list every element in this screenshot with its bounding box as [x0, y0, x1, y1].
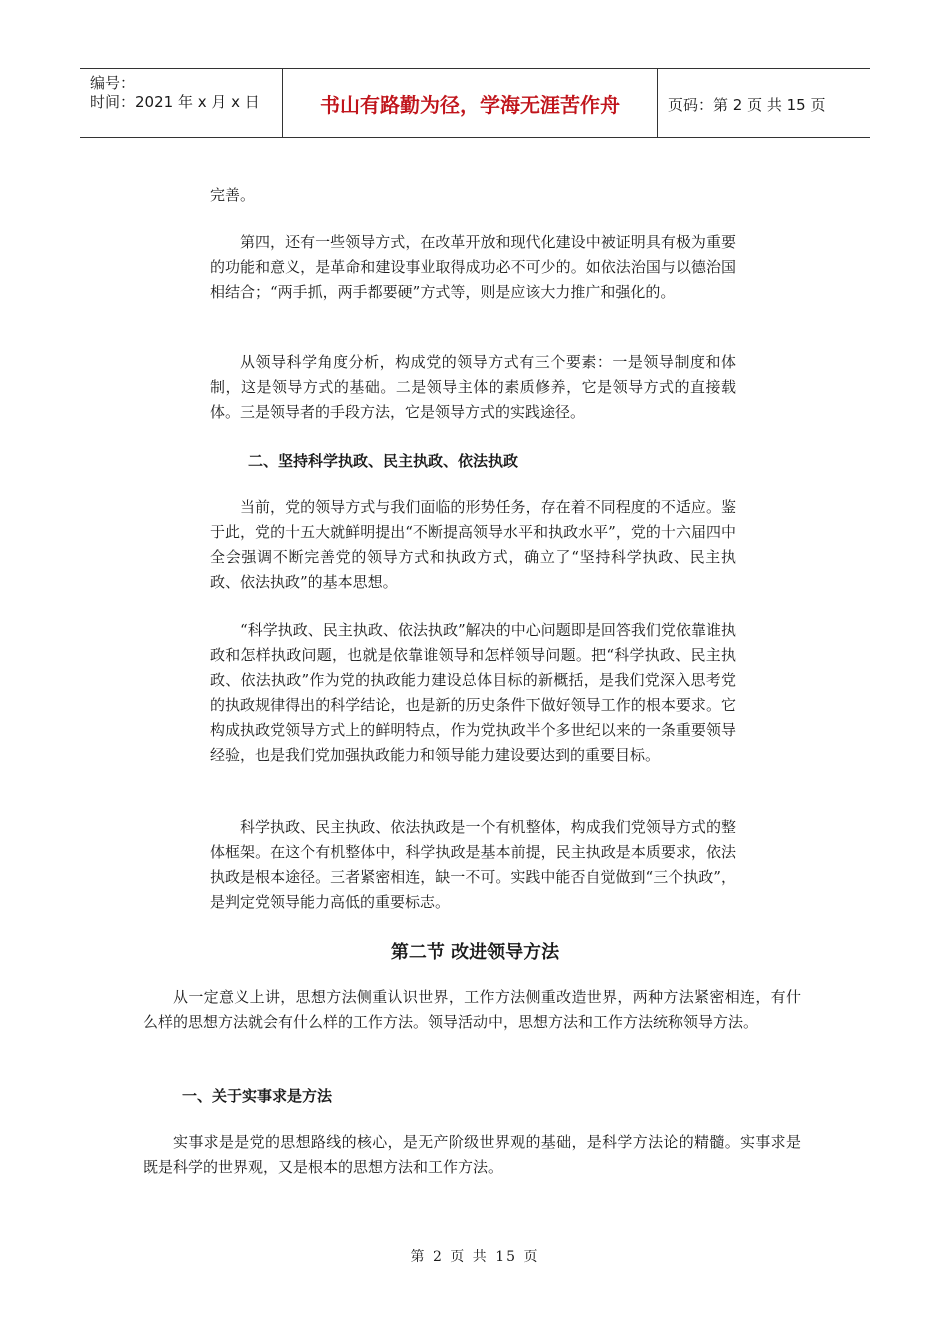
- document-number: 编号：: [90, 74, 136, 92]
- paragraph-central-question: “科学执政、民主执政、依法执政”解决的中心问题即是回答我们党依靠谁执政和怎样执政问题，也就是依靠谁领导和怎样领导问题。把“科学执政、民主执政、依法执政”作为党的执政能力建设总体目标的新概括，是我们党深入思考党的执政规律得出的科学结论，也是新的历史条件下做好领导工作的根本要求。它构成执政党领导方式上的鲜明特点，作为党执政半个多世纪以来的一条重要领导经验，也是我们党加强执政能力和领导能力建设要达到的重要目标。: [210, 621, 736, 764]
- header-motto: 书山有路勤为径，学海无涯苦作舟: [283, 69, 658, 137]
- paragraph-seeking-truth: 实事求是是党的思想路线的核心，是无产阶级世界观的基础，是科学方法论的精髓。实事求是既是科学的世界观，又是根本的思想方法和工作方法。: [143, 1133, 801, 1176]
- page-footer: 第 2 页 共 15 页: [410, 1249, 540, 1265]
- paragraph-methods-intro: 从一定意义上讲，思想方法侧重认识世界，工作方法侧重改造世界，两种方法紧密相连，有什么样的思想方法就会有什么样的工作方法。领导活动中，思想方法和工作方法统称领导方法。: [143, 988, 801, 1031]
- paragraph-continuation: 完善。: [210, 186, 256, 204]
- heading-scientific-governance: 二、坚持科学执政、民主执政、依法执政: [248, 452, 519, 470]
- section-title: 第二节 改进领导方法: [390, 942, 560, 963]
- header-meta-cell: [80, 69, 283, 137]
- heading-seeking-truth: 一、关于实事求是方法: [182, 1087, 333, 1105]
- paragraph-three-elements: 从领导科学角度分析，构成党的领导方式有三个要素：一是领导制度和体制，这是领导方式的基础。二是领导主体的素质修养，它是领导方式的直接载体。三是领导者的手段方法，它是领导方式的实践途径。: [210, 353, 736, 421]
- paragraph-organic-whole: 科学执政、民主执政、依法执政是一个有机整体，构成我们党领导方式的整体框架。在这个有机整体中，科学执政是基本前提，民主执政是本质要求，依法执政是根本途径。三者紧密相连，缺一不可。实践中能否自觉做到“三个执政”，是判定党领导能力高低的重要标志。: [210, 818, 736, 911]
- document-time: 时间：2021 年 x 月 x 日: [90, 93, 260, 111]
- paragraph-fourth-point: 第四，还有一些领导方式，在改革开放和现代化建设中被证明具有极为重要的功能和意义，是革命和建设事业取得成功必不可少的。如依法治国与以德治国相结合；“两手抓，两手都要硬”方式等，则是应该大力推广和强化的。: [210, 233, 736, 301]
- paragraph-current-situation: 当前，党的领导方式与我们面临的形势任务，存在着不同程度的不适应。鉴于此，党的十五大就鲜明提出“不断提高领导水平和执政水平”，党的十六届四中全会强调不断完善党的领导方式和执政方式，确立了“坚持科学执政、民主执政、依法执政”的基本思想。: [210, 498, 736, 591]
- header-page-info: 页码：第 2 页 共 15 页: [668, 96, 826, 114]
- header-table: [80, 68, 870, 138]
